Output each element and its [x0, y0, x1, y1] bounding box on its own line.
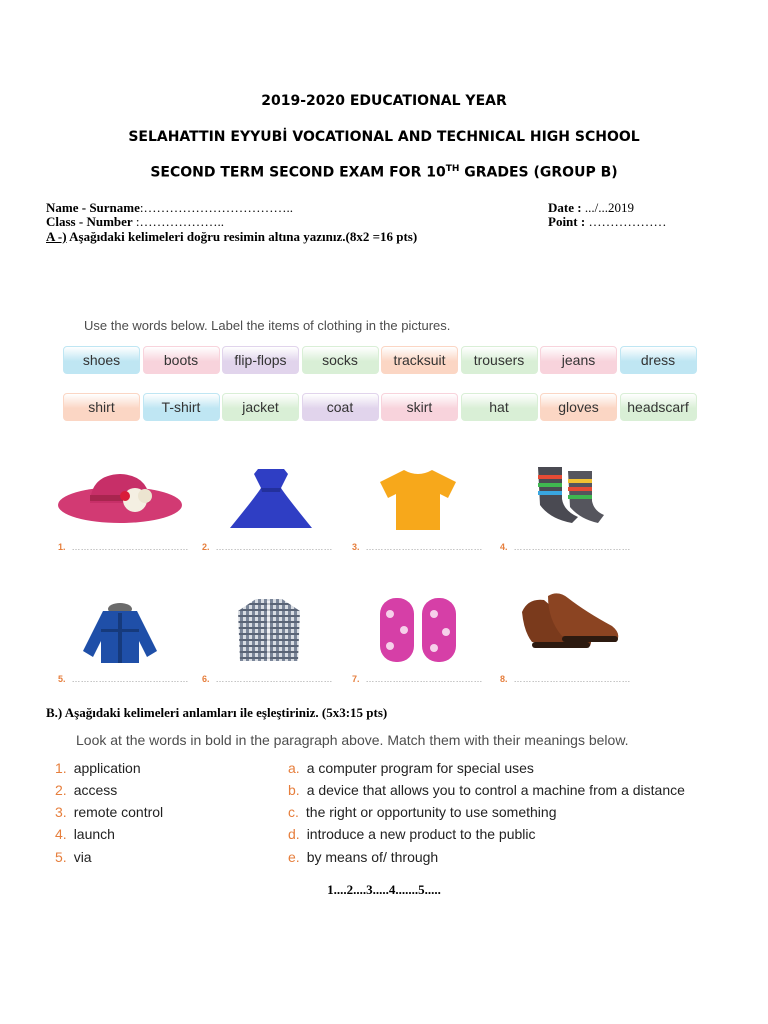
term-marker: 3.	[55, 804, 67, 820]
answer-line[interactable]: 1....2....3.....4.......5.....	[327, 882, 441, 897]
term-item	[55, 782, 117, 798]
label-blank-8[interactable]	[500, 674, 631, 684]
term-marker: 5.	[55, 849, 67, 865]
word-chip-shirt: shirt	[63, 393, 140, 421]
blank-dots: …………………………………	[513, 674, 631, 684]
word-chip-t-shirt: T-shirt	[143, 393, 220, 421]
term-item	[55, 849, 92, 865]
name-surname-label: Name - Surname	[46, 200, 140, 215]
blank-number: 5.	[58, 674, 66, 684]
date-value: .../...2019	[581, 200, 634, 215]
word-chip-trousers: trousers	[461, 346, 538, 374]
term-marker: 2.	[55, 782, 67, 798]
label-blank-1[interactable]	[58, 542, 189, 552]
meaning-marker: c.	[288, 804, 299, 820]
term-text: remote control	[73, 804, 164, 820]
meaning-text: introduce a new product to the public	[306, 826, 536, 842]
meaning-marker: e.	[288, 849, 300, 865]
section-a-text: Aşağıdaki kelimeleri doğru resimin altına yazınız.(8x2 =16 pts)	[66, 229, 418, 244]
label-blank-2[interactable]	[202, 542, 333, 552]
blank-number: 8.	[500, 674, 508, 684]
socks-picture	[528, 465, 606, 525]
blank-dots: …………………………………	[513, 542, 631, 552]
label-blank-6[interactable]	[202, 674, 333, 684]
term-item	[55, 804, 163, 820]
class-number-blank: :………………..	[132, 214, 225, 229]
blank-number: 1.	[58, 542, 66, 552]
blank-dots: …………………………………	[71, 542, 189, 552]
meaning-item	[288, 782, 685, 798]
section-b-instruction: Look at the words in bold in the paragraph above. Match them with their meanings below.	[76, 732, 629, 748]
school-name-heading: SELAHATTIN EYYUBİ VOCATIONAL AND TECHNICAL HIGH SCHOOL	[128, 129, 640, 145]
label-blank-3[interactable]	[352, 542, 483, 552]
label-blank-5[interactable]	[58, 674, 189, 684]
blank-number: 3.	[352, 542, 360, 552]
term-item	[55, 826, 115, 842]
name-surname-blank: :……………………………..	[139, 200, 294, 215]
term-text: via	[73, 849, 92, 865]
term-text: application	[73, 760, 141, 776]
blank-number: 4.	[500, 542, 508, 552]
class-number-label: Class - Number	[46, 214, 133, 229]
exam-title-main: SECOND TERM SECOND EXAM FOR 10	[150, 164, 446, 181]
term-text: launch	[73, 826, 115, 842]
term-marker: 4.	[55, 826, 67, 842]
label-blank-4[interactable]	[500, 542, 631, 552]
meaning-text: by means of/ through	[306, 849, 439, 865]
term-marker: 1.	[55, 760, 67, 776]
meaning-marker: d.	[288, 826, 300, 842]
shoes-picture	[518, 590, 624, 658]
word-chip-jeans: jeans	[540, 346, 617, 374]
blank-dots: …………………………………	[215, 674, 333, 684]
class-number-field[interactable]	[46, 214, 224, 230]
section-a-label: A -)	[46, 229, 67, 244]
meaning-marker: b.	[288, 782, 300, 798]
coat-picture	[75, 601, 165, 665]
word-chip-flip-flops: flip-flops	[222, 346, 299, 374]
word-chip-coat: coat	[302, 393, 379, 421]
word-chip-gloves: gloves	[540, 393, 617, 421]
date-label: Date :	[548, 200, 582, 215]
flip-flops-picture	[378, 596, 460, 664]
meaning-item	[288, 849, 438, 865]
t-shirt-picture	[378, 468, 458, 532]
point-blank: ………………	[585, 214, 667, 229]
section-b-title: B.) Aşağıdaki kelimeleri anlamları ile eşleştiriniz. (5x3:15 pts)	[46, 705, 388, 720]
exam-year-heading: 2019-2020 EDUCATIONAL YEAR	[261, 93, 507, 109]
blank-dots: …………………………………	[215, 542, 333, 552]
blank-dots: …………………………………	[365, 674, 483, 684]
word-chip-hat: hat	[461, 393, 538, 421]
shirt-picture	[234, 597, 304, 663]
meaning-item	[288, 826, 536, 842]
exam-title-rest: GRADES (GROUP B)	[459, 164, 618, 181]
meaning-text: the right or opportunity to use something	[305, 804, 557, 820]
blank-dots: …………………………………	[365, 542, 483, 552]
meaning-item	[288, 804, 556, 820]
blank-dots: …………………………………	[71, 674, 189, 684]
term-text: access	[73, 782, 118, 798]
hat-picture	[55, 467, 185, 527]
meaning-text: a computer program for special uses	[306, 760, 534, 776]
meaning-item	[288, 760, 534, 776]
word-chip-skirt: skirt	[381, 393, 458, 421]
label-blank-7[interactable]	[352, 674, 483, 684]
blank-number: 2.	[202, 542, 210, 552]
section-a-instruction: Use the words below. Label the items of clothing in the pictures.	[84, 318, 451, 333]
meaning-marker: a.	[288, 760, 300, 776]
word-chip-tracksuit: tracksuit	[381, 346, 458, 374]
section-a-title	[46, 229, 417, 245]
word-chip-boots: boots	[143, 346, 220, 374]
word-chip-socks: socks	[302, 346, 379, 374]
point-label: Point :	[548, 214, 586, 229]
word-chip-shoes: shoes	[63, 346, 140, 374]
exam-title-superscript: TH	[445, 164, 460, 174]
word-chip-dress: dress	[620, 346, 697, 374]
term-item	[55, 760, 141, 776]
point-field[interactable]	[548, 214, 666, 230]
word-chip-headscarf: headscarf	[620, 393, 697, 421]
blank-number: 7.	[352, 674, 360, 684]
meaning-text: a device that allows you to control a machine from a distance	[306, 782, 685, 798]
dress-picture	[228, 466, 314, 532]
blank-number: 6.	[202, 674, 210, 684]
exam-title-heading	[0, 164, 768, 181]
word-chip-jacket: jacket	[222, 393, 299, 421]
